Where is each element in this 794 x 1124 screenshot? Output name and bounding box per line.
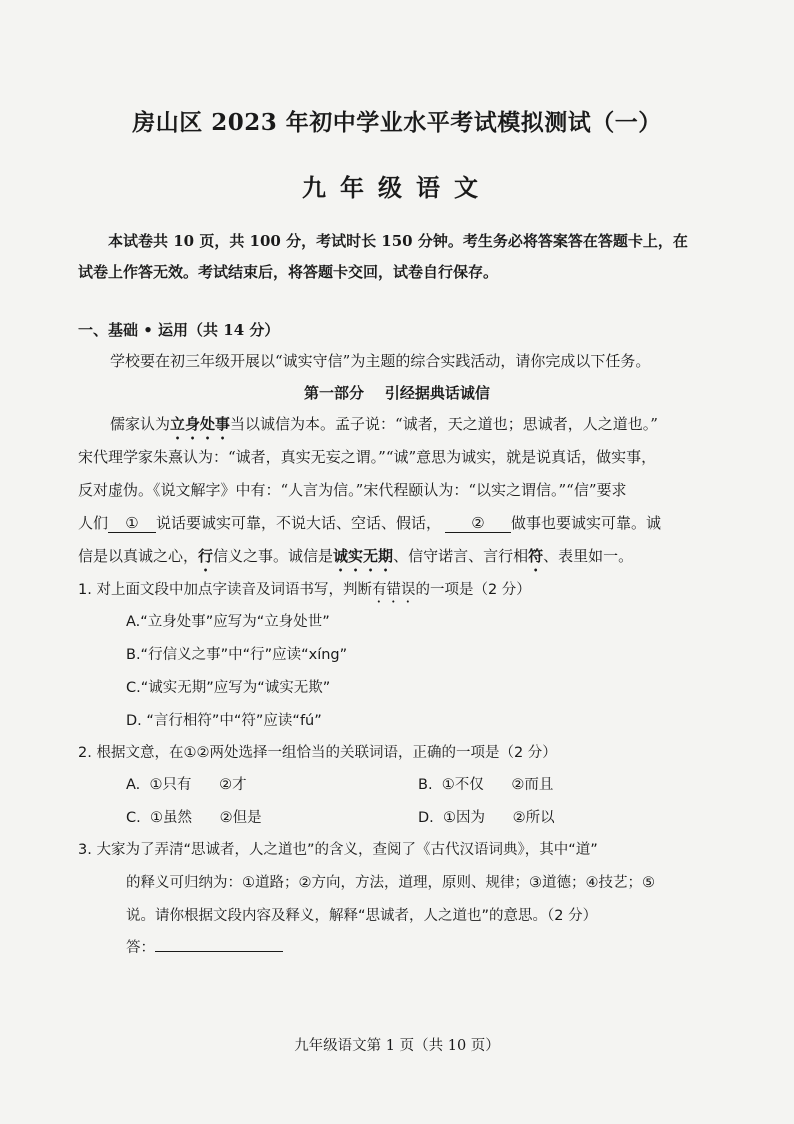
dotted-term: 有错误 (371, 582, 416, 598)
passage-text: 、信守诺言、言行相 (393, 547, 529, 565)
passage-line-5 (78, 545, 633, 575)
section-heading: 一、基础 • 运用（共 14 分） (78, 321, 280, 339)
passage-text: 当以诚信为本。孟子说：“诚者，天之道也；思诚者，人之道也。” (230, 415, 658, 433)
passage-text: 儒家认为 (110, 415, 171, 433)
question-3-line-3: 说。请你根据文段内容及释义，解释“思诚者，人之道也”的意思。（2 分） (126, 908, 598, 924)
passage-line-3: 反对虚伪。《说文解字》中有：“人言为信。”宋代程颐认为：“以实之谓信。”“信”要求 (78, 481, 627, 499)
exam-subtitle: 九年级语文 (302, 173, 492, 202)
question-2-stem: 2. 根据文意，在①②两处选择一组恰当的关联词语，正确的一项是（2 分） (78, 745, 557, 761)
question-text: 的一项是（2 分） (415, 582, 531, 598)
q2-option-c: C. ①虽然 ②但是 (126, 810, 262, 826)
section-intro: 学校要在初三年级开展以“诚实守信”为主题的综合实践活动，请你完成以下任务。 (110, 352, 651, 370)
answer-blank[interactable] (155, 937, 283, 952)
q1-option-a: A.“立身处事”应写为“立身处世” (126, 614, 330, 630)
q1-option-c: C.“诚实无期”应写为“诚实无欺” (126, 680, 331, 696)
dotted-term: 诚实无期 (333, 547, 394, 565)
passage-line-4 (78, 512, 661, 533)
passage-text: 信是以真诚之心， (78, 547, 199, 565)
q2-option-a: A. ①只有 ②才 (126, 777, 247, 793)
dotted-term: 立身处事 (170, 415, 231, 433)
dotted-char: 符 (528, 547, 544, 565)
passage-text: 人们 (78, 514, 109, 532)
q1-option-b: B.“行信义之事”中“行”应读“xíng” (126, 647, 348, 663)
answer-label: 答： (126, 940, 155, 956)
passage-text: 信义之事。诚信是 (213, 547, 334, 565)
blank-2: ② (445, 514, 511, 533)
page-footer: 九年级语文第 1 页（共 10 页） (294, 1038, 500, 1054)
passage-text: 说话要诚实可靠，不说大话、空话、假话， (156, 514, 442, 532)
question-3-line-1: 3. 大家为了弄清“思诚者，人之道也”的含义，查阅了《古代汉语词典》，其中“道” (78, 842, 598, 858)
passage-line-1 (110, 413, 658, 443)
part-title: 第一部分 引经据典话诚信 (304, 384, 490, 402)
passage-text: 、表里如一。 (543, 547, 634, 565)
question-text: 1. 对上面文段中加点字读音及词语书写，判断 (78, 582, 372, 598)
instructions-line-2: 试卷上作答无效。考试结束后，将答题卡交回，试卷自行保存。 (78, 263, 499, 281)
exam-title: 房山区 2023 年初中学业水平考试模拟测试（一） (132, 109, 662, 136)
instructions-line-1: 本试卷共 10 页，共 100 分，考试时长 150 分钟。考生务必将答案答在答题卡上，在 (108, 232, 688, 250)
question-3-line-2: 的释义可归纳为：①道路；②方向，方法，道理，原则、规律；③道德；④技艺；⑤ (126, 875, 655, 891)
blank-1: ① (108, 514, 156, 533)
question-1-stem (78, 578, 531, 606)
dotted-char: 行 (198, 547, 214, 565)
passage-line-2: 宋代理学家朱熹认为：“诚者，真实无妄之谓。”“诚”意思为诚实，就是说真话，做实事， (78, 448, 657, 466)
q1-option-d: D. “言行相符”中“符”应读“fú” (126, 713, 322, 729)
answer-row (126, 936, 283, 957)
q2-option-d: D. ①因为 ②所以 (418, 810, 555, 826)
passage-text: 做事也要诚实可靠。诚 (511, 514, 662, 532)
q2-option-b: B. ①不仅 ②而且 (418, 777, 554, 793)
